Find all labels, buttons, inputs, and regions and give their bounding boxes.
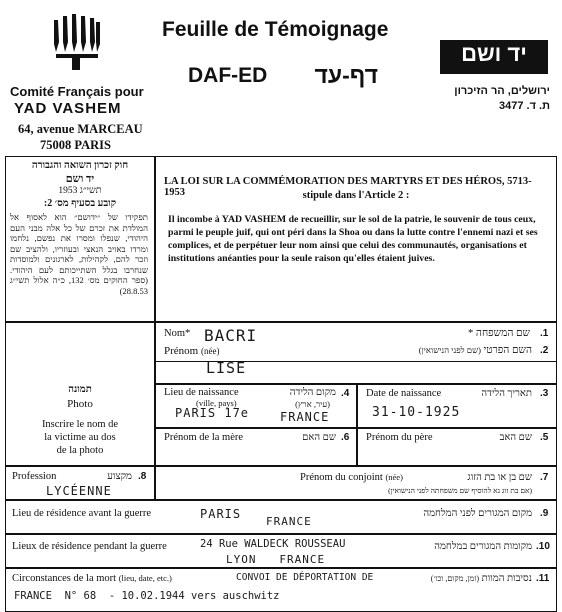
prenom-pere-num: .5: [540, 432, 549, 443]
circonstances-hebrew-small: (זמן, מקום, וכו׳): [430, 574, 480, 583]
law-hebrew-title2: יד ושם: [65, 173, 95, 185]
lieu-naissance-hebrew-small: (עיר, ארץ): [295, 399, 330, 409]
lieu-naissance-value-country: FRANCE: [280, 410, 330, 424]
subtitle-hebrew: דף-עד: [314, 62, 378, 88]
residence-avant-value-city: PARIS: [200, 507, 242, 521]
prenom-value: LISE: [206, 359, 247, 377]
circonstances-hebrew-wrap: [400, 573, 532, 584]
law-hebrew-title1: חוק זכרון השואה והגבורה: [31, 160, 129, 171]
conjoint-num: .7: [540, 472, 549, 483]
profession-hebrew: מקצוע: [107, 471, 132, 482]
photo-instruction: Inscrire le nom de la victime au dos de la photo: [41, 419, 119, 456]
residence-pendant-num: .10: [536, 541, 550, 552]
lieu-naissance-value-city: PARIS 17e: [175, 406, 250, 420]
circonstances-label-small: (lieu, date, etc.): [118, 573, 172, 583]
prenom-mere-num: .6: [341, 432, 350, 443]
nom-hebrew: שם המשפחה *: [468, 328, 530, 339]
residence-avant-value-country: FRANCE: [266, 515, 312, 528]
law-french-subtitle: stipule dans l'Article 2 :: [302, 190, 410, 201]
address-line2: 75008 PARIS: [40, 138, 111, 152]
residence-pendant-value-line1: 24 Rue WALDECK ROUSSEAU: [200, 538, 346, 550]
law-hebrew-body: תפקידו של ״ידושם״ הוא לאסוף אל המולדת את זכרם של כל אלה מבני העם היהודי, שנפלו ומסרו את נפשם, נלחמו ומרדו באויב הנאצי ובעוזריו, ולהציב שם וזכר להם, לקהילות, לארגונים ולמוסדות שנחרבו בגלל השתייכותם לעם היהודי. (ספר החוקים מס׳ 132, כ״ה אלול תשי״ג 28.8.53): [10, 212, 148, 296]
conjoint-label: Prénom du conjoint: [300, 472, 383, 483]
page-title: Feuille de Témoignage: [162, 18, 389, 41]
date-naissance-value: 31-10-1925: [372, 405, 461, 420]
prenom-mere-label: Prénom de la mère: [164, 432, 244, 443]
residence-pendant-hebrew: מקומות המגורים במלחמה: [434, 541, 532, 552]
lieu-naissance-label: Lieu de naissance: [164, 387, 239, 398]
nom-label: Nom: [164, 328, 185, 339]
prenom-hebrew-wrap: [330, 345, 532, 356]
circonstances-label-wrap: [12, 573, 172, 584]
date-naissance-num: .3: [540, 388, 549, 399]
residence-pendant-label: Lieux de résidence pendant la guerre: [12, 541, 167, 552]
profession-num: .8: [138, 471, 147, 482]
conjoint-label-wrap: [300, 472, 403, 483]
prenom-mere-hebrew: שם האם: [302, 432, 336, 443]
profession-value: LYCÉENNE: [46, 484, 112, 498]
nom-value: BACRI: [204, 326, 258, 345]
conjoint-hebrew: שם בן או בת הזוג: [467, 472, 532, 483]
profession-label: Profession: [12, 471, 57, 482]
prenom-num: .2: [540, 345, 549, 356]
law-french-title: LA LOI SUR LA COMMÉMORATION DES MARTYRS ET DES HÉROS, 5713-1953: [164, 176, 532, 198]
prenom-label: Prénom: [164, 345, 199, 357]
prenom-label-small: (née): [200, 346, 220, 356]
committee-line1: Comité Français pour: [10, 84, 144, 99]
lieu-naissance-num: .4: [341, 388, 350, 399]
circonstances-value-line1: CONVOI DE DÉPORTATION DE: [236, 572, 374, 583]
subtitle-latin: DAF-ED: [188, 64, 268, 87]
logo-text: יד ושם: [461, 41, 527, 66]
committee-line2: YAD VASHEM: [14, 100, 122, 117]
conjoint-label-small: (née): [385, 472, 403, 482]
photo-label: Photo: [67, 398, 93, 410]
nom-star: *: [185, 328, 191, 339]
date-naissance-hebrew: תאריך הלידה: [481, 388, 532, 399]
law-hebrew-title4: קובע בסעיף מס׳ 2:: [43, 198, 117, 209]
lieu-naissance-hebrew: מקום הלידה: [289, 387, 336, 398]
prenom-pere-hebrew: שם האב: [499, 432, 532, 443]
prenom-hebrew-small: (שם לפני הנישואין): [418, 345, 481, 355]
law-french-body: Il incombe à YAD VASHEM de recueillir, sur le sol de la patrie, le souvenir de tous ceux, parmi le peuple juif, qui ont péri dans la Shoa ou dans la lutte contre l'ennemi nazi et ses complices, et de perpétuer leur nom ainsi que celui des communautés, organisations et institutions anéanties pour la seule raison qu'elles étaient juives.: [168, 214, 538, 264]
prenom-pere-label: Prénom du père: [366, 432, 433, 443]
residence-pendant-value-line2: LYON FRANCE: [226, 553, 326, 566]
circonstances-hebrew: נסיבות המוות: [481, 573, 532, 584]
right-address-line1: ירושלים, הר הזיכרון: [454, 85, 550, 97]
residence-avant-num: .9: [540, 508, 549, 519]
photo-hebrew: תמונה: [68, 384, 92, 395]
residence-avant-hebrew: מקום המגורים לפני המלחמה: [423, 508, 532, 519]
law-hebrew-title3: תשי״ג 1953: [58, 186, 102, 196]
conjoint-hebrew-small: (אם בת זוג נא להוסיף שם משפחתה לפני הנישואין): [388, 486, 532, 495]
residence-avant-label: Lieu de résidence avant la guerre: [12, 508, 152, 519]
nom-num: .1: [540, 328, 549, 339]
address-line1: 64, avenue MARCEAU: [18, 122, 143, 136]
circonstances-num: .11: [536, 573, 550, 584]
lieu-naissance-label-small: (ville, pays): [196, 398, 237, 408]
date-naissance-label: Date de naissance: [366, 388, 442, 399]
yad-vashem-emblem: [50, 12, 104, 70]
right-address-line2: ת. ד. 3477: [498, 100, 550, 112]
prenom-label-wrap: [164, 345, 219, 357]
prenom-hebrew: השם הפרטי: [483, 345, 532, 356]
circonstances-label: Circonstances de la mort: [12, 573, 117, 584]
circonstances-value-line2: FRANCE N° 68 - 10.02.1944 vers auschwitz: [14, 590, 280, 602]
